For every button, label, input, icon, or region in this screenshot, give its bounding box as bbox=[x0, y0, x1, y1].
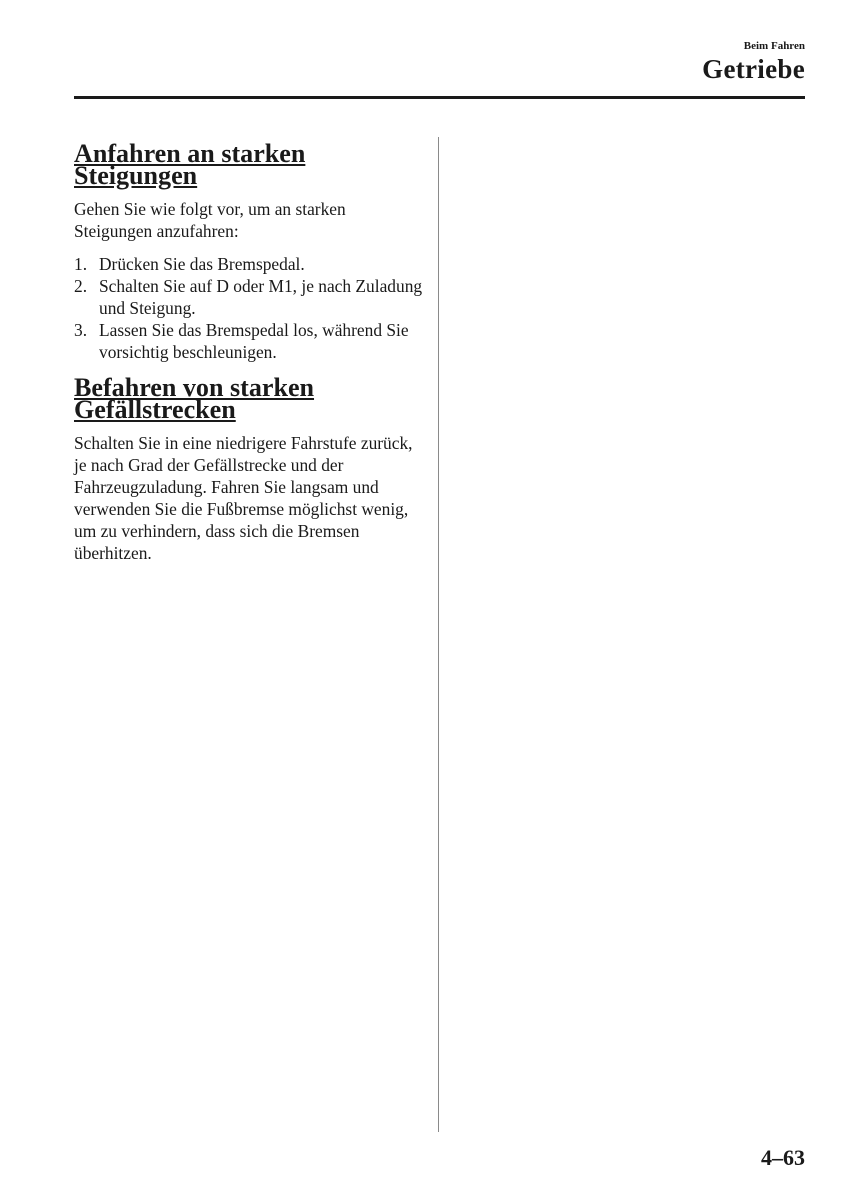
step-text: Lassen Sie das Bremspedal los, während Sie vorsichtig beschleunigen. bbox=[99, 320, 409, 362]
step-item bbox=[74, 275, 424, 319]
step-number: 1. bbox=[74, 254, 88, 274]
section-heading: Befahren von starken Gefällstrecken bbox=[74, 373, 315, 424]
section-intro: Gehen Sie wie folgt vor, um an starken Steigungen anzufahren: bbox=[74, 199, 346, 241]
step-text: Drücken Sie das Bremspedal. bbox=[99, 254, 305, 274]
header-rule bbox=[74, 96, 805, 99]
running-head: Beim Fahren bbox=[743, 40, 805, 52]
step-list bbox=[74, 253, 424, 363]
section-steep-descent bbox=[74, 373, 424, 564]
step-text: Schalten Sie auf D oder M1, je nach Zuladung und Steigung. bbox=[99, 276, 423, 318]
column-divider bbox=[438, 137, 439, 1132]
page-number: 4–63 bbox=[761, 1145, 805, 1170]
section-heading: Anfahren an starken Steigungen bbox=[74, 139, 306, 190]
step-number: 2. bbox=[74, 276, 88, 296]
step-item bbox=[74, 253, 424, 275]
left-column bbox=[74, 139, 424, 575]
section-uphill-start bbox=[74, 139, 424, 363]
step-number: 3. bbox=[74, 320, 88, 340]
chapter-title: Getriebe bbox=[702, 54, 805, 84]
section-body: Schalten Sie in eine niedrigere Fahrstufe zurück, je nach Grad der Gefällstrecke und der Fahrzeugzuladung. Fahren Sie langsam und verwenden Sie die Fußbremse möglichst wenig, um zu verhindern, dass sich die Bremsen überhitzen. bbox=[74, 433, 413, 563]
step-item bbox=[74, 319, 424, 363]
